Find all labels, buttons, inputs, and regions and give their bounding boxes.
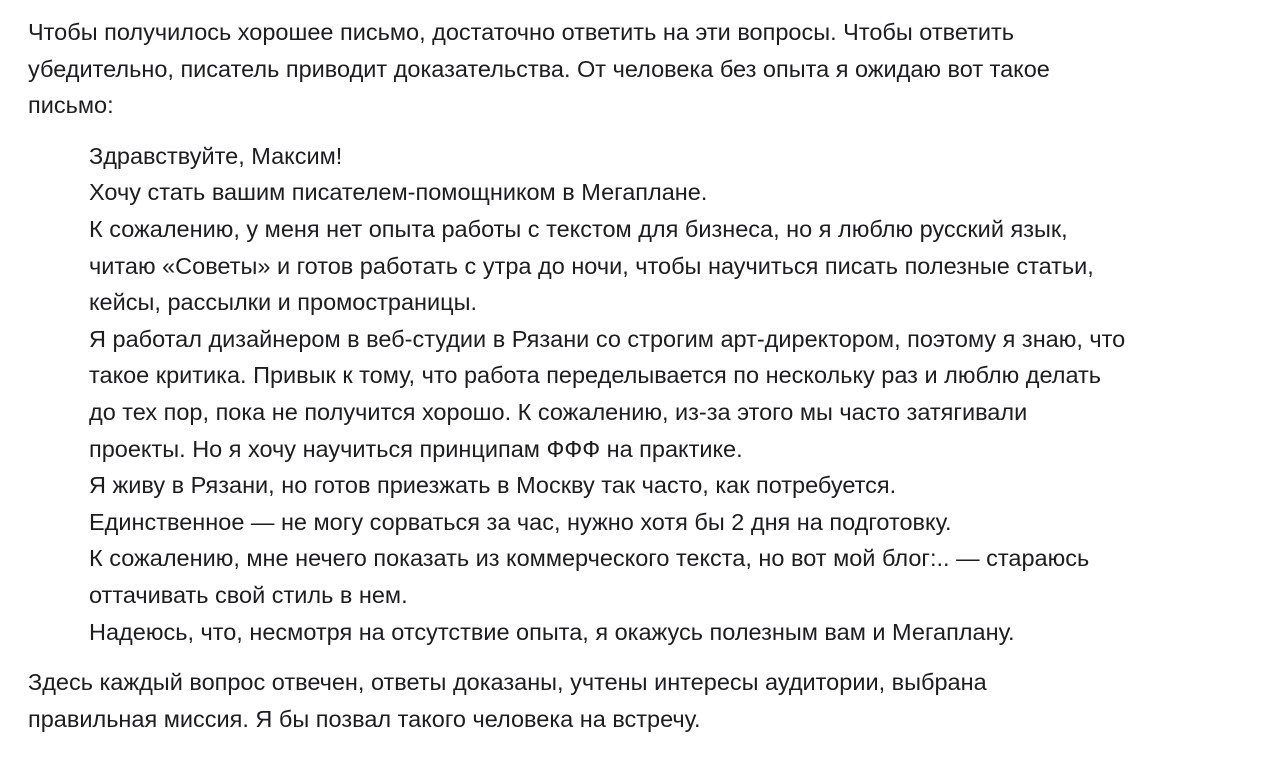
example-letter [28,138,1129,650]
letter-line: Я работал дизайнером в веб-студии в Рязани со строгим арт-директором, поэтому я знаю, что такое критика. Привык к тому, что работа переделывается по нескольку раз и люблю делать до тех пор, пока не получится хорошо. К сожалению, из-за этого мы часто затягивали проекты. Но я хочу научиться принципам ФФФ на практике. [89,325,1126,462]
letter-closing: Надеюсь, что, несмотря на отсутствие опыта, я окажусь полезным вам и Мегаплану. [89,618,1015,645]
letter-line: Я живу в Рязани, но готов приезжать в Москву так часто, как потребуется. [89,472,897,499]
intro-paragraph: Чтобы получилось хорошее письмо, достаточно ответить на эти вопросы. Чтобы ответить убедительно, писатель приводит доказательства. От человека без опыта я ожидаю вот такое письмо: [28,19,1050,119]
letter-line: Единственное — не могу сорваться за час, нужно хотя бы 2 дня на подготовку. [89,508,952,535]
letter-line: Хочу стать вашим писателем-помощником в Мегаплане. [89,179,708,206]
letter-line: К сожалению, у меня нет опыта работы с текстом для бизнеса, но я люблю русский язык, читаю «Советы» и готов работать с утра до ночи, чтобы научиться писать полезные статьи, кейсы, рассылки и промостраницы. [89,215,1094,316]
outro-paragraph: Здесь каждый вопрос отвечен, ответы доказаны, учтены интересы аудитории, выбрана правильная миссия. Я бы позвал такого человека на встречу. [28,669,987,732]
letter-line: К сожалению, мне нечего показать из коммерческого текста, но вот мой блог:.. — стараюсь оттачивать свой стиль в нем. [89,545,1090,608]
letter-greeting: Здравствуйте, Максим! [89,142,343,169]
